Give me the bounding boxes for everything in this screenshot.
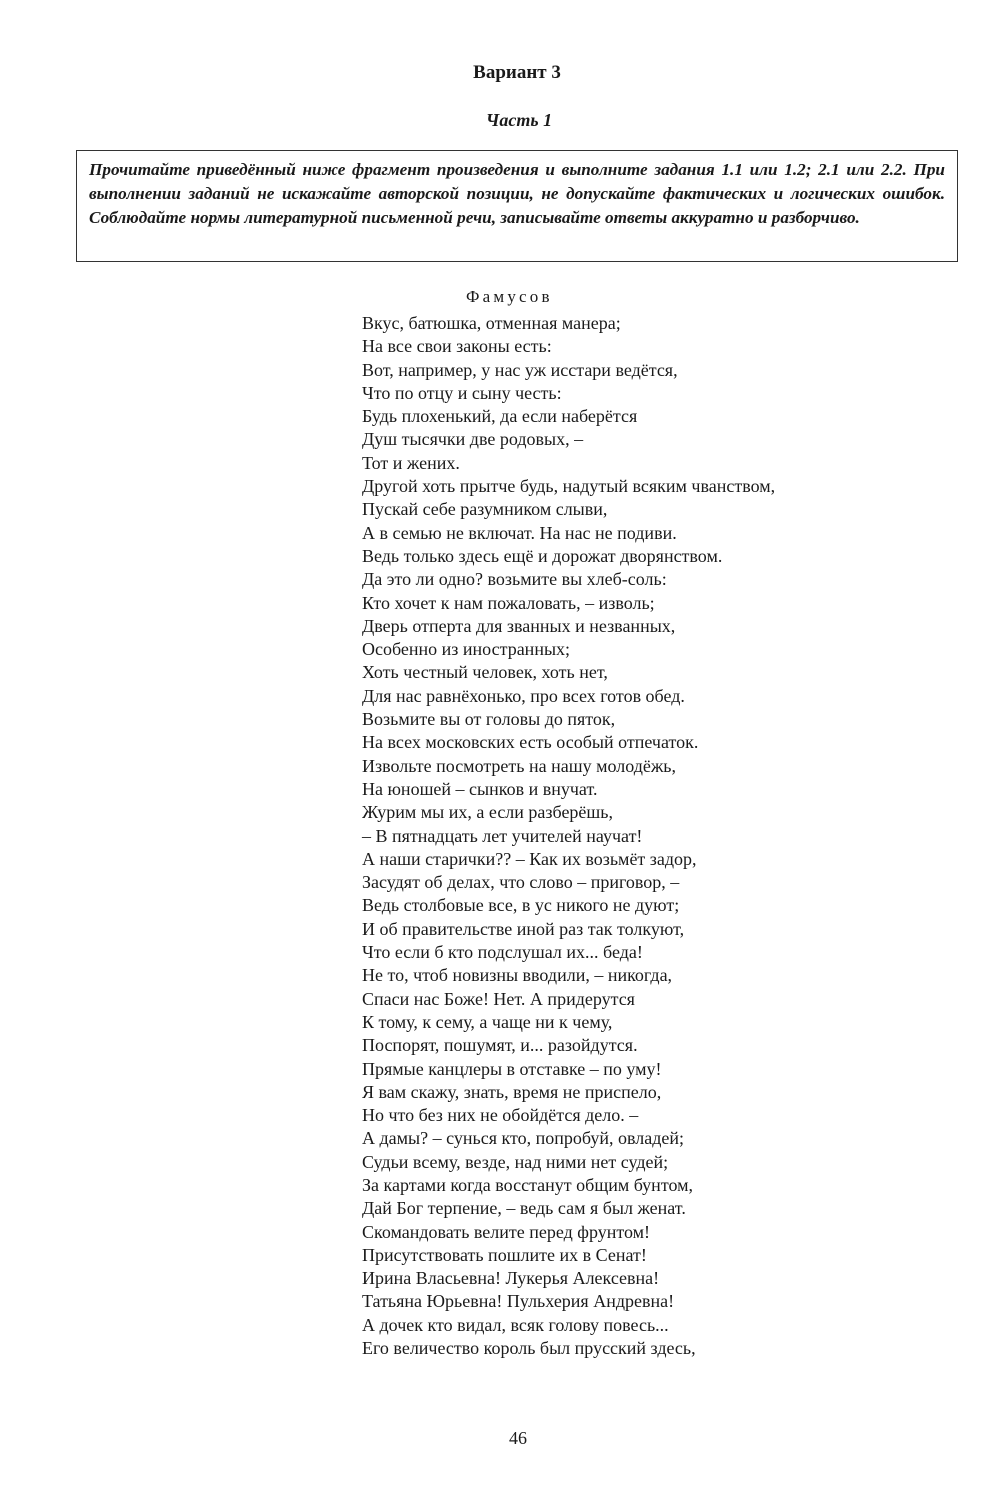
poem-line: Судьи всему, везде, над ними нет судей; [362, 1151, 669, 1172]
poem-line: А дочек кто видал, всяк голову повесь... [362, 1314, 669, 1335]
poem-line: Дай Бог терпение, – ведь сам я был женат. [362, 1198, 686, 1219]
poem-line: Засудят об делах, что слово – приговор, – [362, 872, 680, 893]
poem-line: Особенно из иностранных; [362, 639, 571, 660]
poem-line: Душ тысячки две родовых, – [362, 429, 584, 450]
poem-line: И об правительстве иной раз так толкуют, [362, 918, 685, 939]
poem-line: Ирина Власьевна! Лукерья Алексевна! [362, 1268, 660, 1289]
poem-line: Вкус, батюшка, отменная манера; [362, 313, 621, 333]
poem-line: А наши старички?? – Как их возьмёт задор, [362, 848, 697, 869]
poem-line: Вот, например, у нас уж исстари ведётся, [362, 359, 678, 380]
poem-line: Кто хочет к нам пожаловать, – изволь; [362, 592, 655, 613]
poem-line: Извольте посмотреть на нашу молодёжь, [362, 755, 676, 776]
poem-line: А в семью не включат. На нас не подиви. [362, 522, 677, 543]
poem-line: За картами когда восстанут общим бунтом, [362, 1174, 693, 1195]
poem-line: Что по отцу и сыну честь: [362, 382, 562, 403]
poem-line: Но что без них не обойдётся дело. – [362, 1105, 639, 1126]
part-title: Часть 1 [485, 110, 553, 130]
poem-line: Ведь столбовые все, в ус никого не дуют; [362, 895, 680, 916]
poem-line: Ведь только здесь ещё и дорожат дворянством. [362, 545, 723, 566]
poem-line: На все свои законы есть: [362, 336, 552, 357]
poem-line: Дверь отперта для званных и незванных, [362, 615, 676, 636]
poem-line: Да это ли одно? возьмите вы хлеб-соль: [362, 569, 667, 590]
poem-line: – В пятнадцать лет учителей научат! [362, 825, 643, 846]
poem-line: На всех московских есть особый отпечаток. [362, 732, 699, 753]
poem-line: Пускай себе разумником слыви, [362, 499, 608, 520]
poem-line: Хоть честный человек, хоть нет, [362, 662, 608, 683]
speaker-name: Фамусов [466, 287, 553, 306]
poem-line: Будь плохенький, да если наберётся [362, 406, 638, 427]
poem-line: Татьяна Юрьевна! Пульхерия Андревна! [362, 1291, 675, 1312]
poem-line: Присутствовать пошлите их в Сенат! [362, 1244, 647, 1265]
poem-line: Журим мы их, а если разберёшь, [362, 802, 613, 823]
poem-text [362, 312, 922, 1360]
poem-line: Для нас равнёхонько, про всех готов обед. [362, 685, 685, 706]
poem-line: А дамы? – сунься кто, попробуй, овладей; [362, 1128, 685, 1149]
poem-line: Другой хоть прытче будь, надутый всяким чванством, [362, 476, 776, 497]
poem-line: Скомандовать велите перед фрунтом! [362, 1221, 651, 1242]
poem-line: Спаси нас Боже! Нет. А придерутся [362, 988, 635, 1009]
poem-line: Тот и жених. [362, 452, 460, 473]
poem-line: Что если б кто подслушал их... беда! [362, 942, 643, 963]
instructions-box: Прочитайте приведённый ниже фрагмент произведения и выполните задания 1.1 или 1.2; 2.1 или 2.2. При выполнении заданий не искажайте авторской позиции, не допускайте фактических и логических ошибок. Соблюдайте нормы литературной письменной речи, записывайте ответы аккуратно и разборчиво. [76, 150, 958, 262]
poem-line: Не то, чтоб новизны вводили, – никогда, [362, 965, 673, 986]
poem-line: На юношей – сынков и внучат. [362, 778, 598, 799]
poem-line: Поспорят, пошумят, и... разойдутся. [362, 1035, 638, 1056]
page-number: 46 [509, 1428, 527, 1448]
variant-title: Вариант 3 [473, 62, 561, 83]
poem-line: Его величество король был прусский здесь, [362, 1338, 696, 1359]
poem-line: Возьмите вы от головы до пяток, [362, 709, 616, 730]
poem-line: Прямые канцлеры в отставке – по уму! [362, 1058, 662, 1079]
poem-line: К тому, к сему, а чаще ни к чему, [362, 1011, 613, 1032]
poem-line: Я вам скажу, знать, время не приспело, [362, 1081, 662, 1102]
